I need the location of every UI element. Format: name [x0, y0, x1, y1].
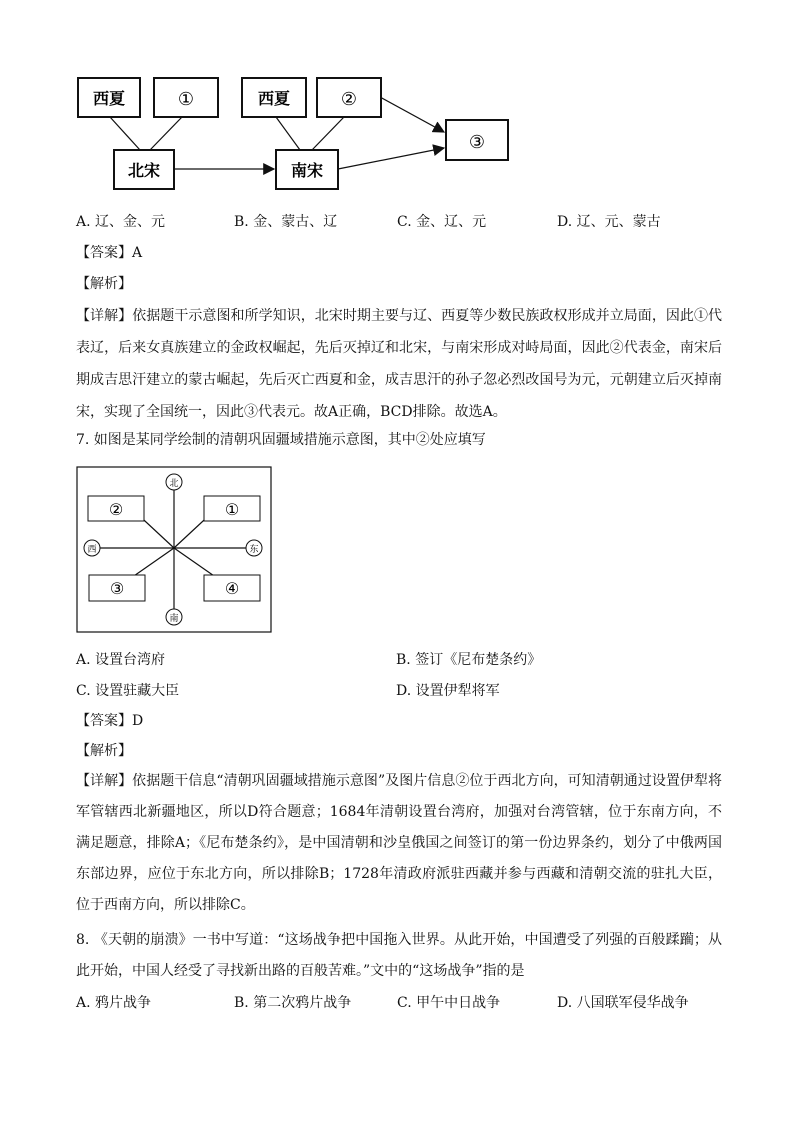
q6-option-b: B. 金、蒙古、辽 — [234, 214, 338, 230]
q6-analysis-label: 【解析】 — [76, 276, 132, 292]
q7-answer-value: D — [132, 713, 144, 729]
q7-answer — [76, 711, 143, 731]
q8-option-a: A. 鸦片战争 — [76, 995, 152, 1011]
box-nansong-label: 南宋 — [290, 161, 324, 180]
q6-detail — [76, 300, 722, 428]
svg-text:③: ③ — [109, 579, 125, 598]
q6-option-a: A. 辽、金、元 — [76, 214, 166, 230]
svg-text:南: 南 — [169, 614, 179, 624]
box-beisong-label: 北宋 — [127, 161, 161, 180]
svg-text:北: 北 — [169, 479, 179, 489]
arrow-nansong-to-box3 — [338, 148, 444, 169]
q6-detail-text: 依据题干示意图和所学知识，北宋时期主要与辽、西夏等少数民族政权形成并立局面，因此①代表辽，后来女真族建立的金政权崛起，先后灭掉辽和北宋，与南宋形成对峙局面，因此②代表金，南宋后期成吉思汗建立的蒙古崛起，先后灭亡西夏和金，成吉思汗的孙子忽必烈改国号为元，元朝建立后灭掉南宋，实现了全国统一，因此③代表元。故A正确，BCD排除。故选A。 — [76, 308, 723, 420]
dynasty-diagram — [0, 0, 794, 200]
box-circle-1-label: ① — [177, 89, 195, 110]
q7-detail-label: 【详解】 — [76, 773, 133, 789]
q7-analysis-label: 【解析】 — [76, 743, 132, 759]
arrow-box2-to-box3 — [380, 97, 444, 132]
box-circle-2-label: ② — [340, 89, 358, 110]
q6-answer-value: A — [132, 245, 143, 261]
box-circle-3-label: ③ — [468, 132, 486, 153]
q6-answer — [76, 243, 142, 263]
q7-stem: 7. 如图是某同学绘制的清朝巩固疆域措施示意图，其中②处应填写 — [76, 432, 486, 448]
q8-option-b: B. 第二次鸦片战争 — [234, 995, 352, 1011]
q7-option-a: A. 设置台湾府 — [76, 652, 166, 668]
q8-option-c: C. 甲午中日战争 — [397, 995, 501, 1011]
svg-text:①: ① — [224, 500, 240, 519]
qing-frontier-diagram — [76, 466, 272, 634]
q6-option-d: D. 辽、元、蒙古 — [557, 214, 661, 230]
q6-option-c: C. 金、辽、元 — [397, 214, 487, 230]
q7-option-d: D. 设置伊犁将军 — [396, 683, 500, 699]
box-xixia-1-label: 西夏 — [92, 89, 126, 108]
svg-text:东: 东 — [249, 545, 259, 555]
q8-stem: 8. 《天朝的崩溃》一书中写道：“这场战争把中国拖入世界。从此开始，中国遭受了列强的百般蹂躏；从此开始，中国人经受了寻找新出路的百般苦难。”文中的“这场战争”指的是 — [76, 932, 722, 979]
q6-detail-label: 【详解】 — [76, 308, 133, 324]
q7-detail — [76, 766, 722, 921]
q6-answer-label: 【答案】 — [76, 245, 132, 261]
svg-text:西: 西 — [87, 545, 97, 555]
svg-text:④: ④ — [224, 579, 240, 598]
box-xixia-2-label: 西夏 — [257, 89, 291, 108]
svg-text:②: ② — [108, 500, 124, 519]
q7-detail-text: 依据题干信息“清朝巩固疆域措施示意图”及图片信息②位于西北方向，可知清朝通过设置伊犁将军管辖西北新疆地区，所以D符合题意；1684年清朝设置台湾府，加强对台湾管辖，位于东南方向，不满足题意，排除A；《尼布楚条约》，是中国清朝和沙皇俄国之间签订的第一份边界条约，划分了中俄两国东部边界，应位于东北方向，所以排除B；1728年清政府派驻西藏并参与西藏和清朝交流的驻扎大臣，位于西南方向，所以排除C。 — [76, 773, 723, 913]
q7-option-b: B. 签订《尼布楚条约》 — [396, 652, 542, 668]
q8-option-d: D. 八国联军侵华战争 — [557, 995, 689, 1011]
q7-answer-label: 【答案】 — [76, 713, 132, 729]
q7-option-c: C. 设置驻藏大臣 — [76, 683, 180, 699]
